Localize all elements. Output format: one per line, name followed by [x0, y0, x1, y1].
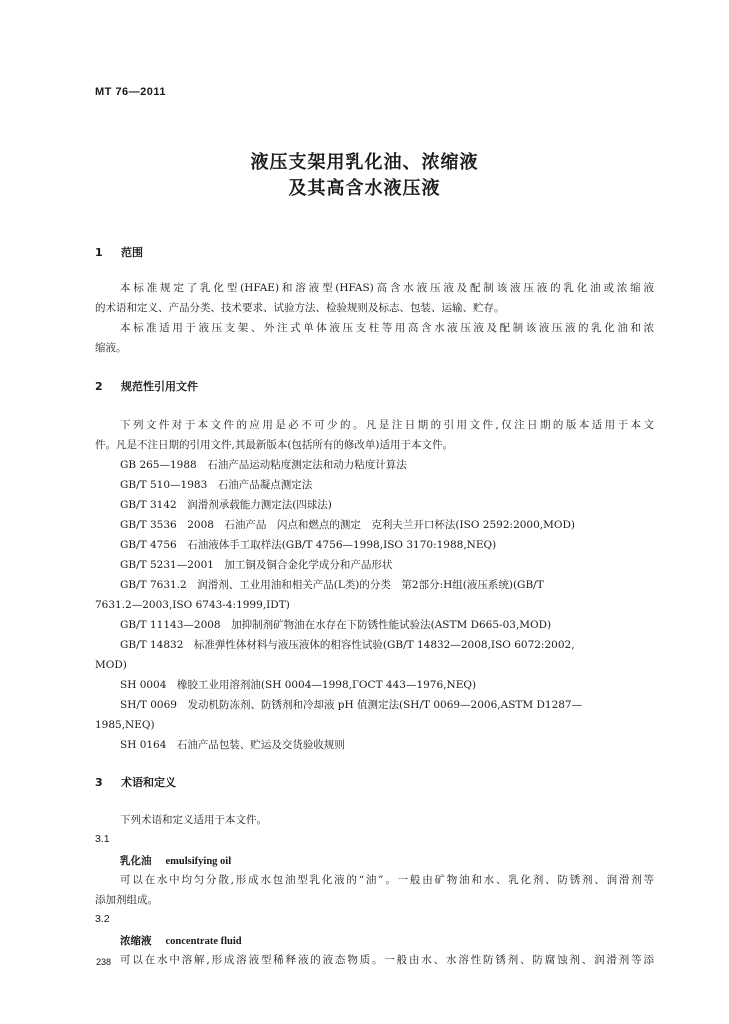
- definition-line: 添加剂组成。: [95, 894, 158, 906]
- reference-entry: GB/T 7631.2 润滑剂、工业用油和相关产品(L类)的分类 第2部分:H组(液压系统)(GB/T: [120, 579, 544, 591]
- document-title-line-2: 及其高含水液压液: [288, 178, 441, 199]
- document-title-line-1: 液压支架用乳化油、浓缩液: [250, 152, 479, 173]
- section-2-heading: [95, 378, 198, 394]
- clause-number: 3.2: [95, 913, 110, 925]
- reference-entry: SH 0004 橡胶工业用溶剂油(SH 0004—1998,ГОСТ 443—1976,NEQ): [120, 679, 477, 691]
- section-number: 1: [95, 246, 103, 259]
- term-chinese: 浓缩液: [120, 935, 152, 947]
- paragraph-line: 本标准规定了乳化型(HFAE)和溶液型(HFAS)高含水液压液及配制该液压液的乳化油或浓缩液: [120, 282, 654, 294]
- reference-entry: GB/T 4756 石油液体手工取样法(GB/T 4756—1998,ISO 3170:1988,NEQ): [120, 539, 497, 551]
- page-number: 238: [96, 957, 112, 967]
- section-title: 术语和定义: [121, 776, 176, 789]
- paragraph-line: 缩液。: [95, 342, 127, 354]
- section-number: 2: [95, 380, 103, 393]
- reference-entry: SH/T 0069 发动机防冻剂、防锈剂和冷却液 pH 值测定法(SH/T 0069—2006,ASTM D1287—: [120, 699, 583, 711]
- reference-entry: GB/T 5231—2001 加工铜及铜合金化学成分和产品形状: [120, 559, 393, 571]
- paragraph-line: 件。凡是不注日期的引用文件,其最新版本(包括所有的修改单)适用于本文件。: [95, 439, 454, 451]
- definition-line: 可以在水中溶解,形成溶液型稀释液的液态物质。一般由水、水溶性防锈剂、防腐蚀剂、润滑剂等添: [120, 954, 654, 966]
- term-entry: [120, 933, 242, 948]
- reference-entry-continued: 7631.2—2003,ISO 6743-4:1999,IDT): [95, 599, 290, 611]
- term-english: concentrate fluid: [165, 936, 242, 947]
- section-number: 3: [95, 776, 103, 789]
- definition-line: 可以在水中均匀分散,形成水包油型乳化液的“油”。一般由矿物油和水、乳化剂、防锈剂、润滑剂等: [120, 874, 654, 886]
- paragraph-line: 的术语和定义、产品分类、技术要求、试验方法、检验规则及标志、包装、运输、贮存。: [95, 302, 505, 314]
- paragraph-line: 下列文件对于本文件的应用是必不可少的。凡是注日期的引用文件,仅注日期的版本适用于本文: [120, 419, 654, 431]
- reference-entry: GB/T 14832 标准弹性体材料与液压液体的相容性试验(GB/T 14832—2008,ISO 6072:2002,: [120, 639, 575, 651]
- reference-entry-continued: 1985,NEQ): [95, 719, 155, 731]
- reference-entry: GB/T 510—1983 石油产品凝点测定法: [120, 479, 313, 491]
- section-1-heading: [95, 244, 143, 260]
- section-title: 范围: [121, 246, 143, 259]
- reference-entry: GB/T 11143—2008 加抑制剂矿物油在水存在下防锈性能试验法(ASTM D665-03,MOD): [120, 619, 552, 631]
- reference-entry-continued: MOD): [95, 659, 127, 671]
- paragraph-line: 下列术语和定义适用于本文件。: [120, 814, 267, 826]
- clause-number: 3.1: [95, 833, 110, 845]
- reference-entry: GB 265—1988 石油产品运动粘度测定法和动力粘度计算法: [120, 459, 407, 471]
- standard-code: MT 76—2011: [95, 86, 167, 98]
- reference-entry: GB/T 3142 润滑剂承载能力测定法(四球法): [120, 499, 332, 511]
- paragraph-line: 本标准适用于液压支架、外注式单体液压支柱等用高含水液压液及配制该液压液的乳化油和浓: [120, 322, 654, 334]
- section-title: 规范性引用文件: [121, 380, 198, 393]
- reference-entry: SH 0164 石油产品包装、贮运及交货验收规则: [120, 739, 345, 751]
- reference-entry: GB/T 3536 2008 石油产品 闪点和燃点的测定 克利夫兰开口杯法(ISO 2592:2000,MOD): [120, 519, 576, 531]
- section-3-heading: [95, 774, 176, 790]
- term-entry: [120, 853, 231, 868]
- term-english: emulsifying oil: [165, 856, 232, 867]
- term-chinese: 乳化油: [120, 855, 152, 867]
